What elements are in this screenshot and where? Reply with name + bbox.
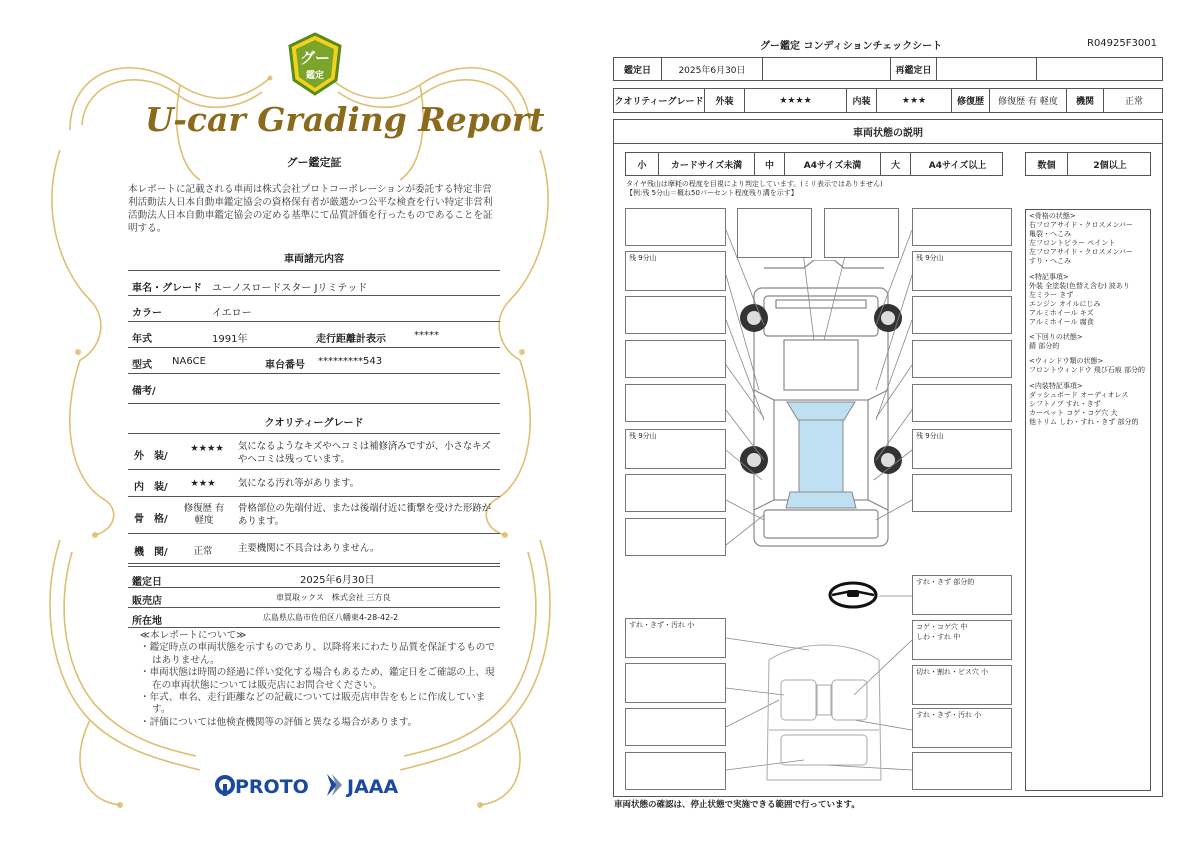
car-interior-diagram [759,640,889,790]
jaaa-logo [327,774,398,798]
svg-text:PROTO: PROTO [235,776,309,798]
goo-badge-logo [286,32,344,96]
row-name [128,270,500,296]
date-blank [763,58,891,80]
redate-blank [1037,58,1164,80]
date-label: 鑑定日 [132,577,162,588]
date-value: 2025年6月30日 [300,575,375,586]
shop-label: 販売店 [132,596,162,607]
date-label: 鑑定日 [614,58,662,80]
state-title: 車両状態の説明 [614,120,1162,144]
legend-small: 小 [626,153,659,175]
int-label: 内装 [847,89,877,112]
interior-item: シフトノブ すれ・きず [1029,399,1101,408]
callout-box-l3 [625,296,726,334]
report-title: U-car Grading Report [145,100,545,139]
chassis-label: 車台番号 [265,360,305,371]
engine-desc: 主要機関に不具合はありません。 [238,543,380,554]
redate-value [937,58,1037,80]
special-item: アルミホイール キズ [1029,308,1094,317]
certificate-intro: 本レポートに記載される車両は株式会社プロトコーポレーションが委託する特定非営利活動法人日本自動車鑑定協会の資格保有者が厳選かつ公平な検査を行い特定非営利活動法人日本自動車鑑定協会の定める基準にて品質評価を行ったものであることを証明する。 [128,184,493,234]
callout-box-l5 [625,384,726,422]
interior-item: ダッシュボード オーディオレス [1029,390,1129,399]
quality-title: クオリティーグレード [264,418,364,429]
interior-desc: 気になる汚れ等があります。 [238,478,360,489]
int-value: ★★★ [877,89,952,112]
name-label: 車名・グレード [132,283,202,294]
row-color [128,296,500,322]
vehicle-state-panel [613,119,1163,797]
callout-box-tire-fr [912,251,1012,291]
special-item: 外装 全塗装(色替え含む) 波あり [1029,281,1130,290]
callout-box-seat-left [625,618,726,658]
engine-grade: 正常 [193,546,213,557]
callout-box-t1 [737,208,812,258]
model-value: NA6CE [172,356,206,367]
remarks-label: 備考/ [132,386,156,397]
row-shop [128,588,500,608]
interior-title: <内装特記事項> [1029,381,1083,390]
footer-logos [215,770,415,800]
frame-grade: 修復歴 有 軽度 [183,503,225,526]
svg-text:鑑定: 鑑定 [305,71,325,81]
frame-title: <骨格の状態> [1029,212,1076,220]
legend-small-desc: カードサイズ未満 [659,153,755,175]
condition-notes [1025,209,1151,791]
callout-box-tire-rl [625,429,726,469]
callout-box-l12 [625,752,726,790]
tire-rl-label: 残 9分山 [629,432,657,440]
frame-item: すり・へこみ [1029,257,1071,266]
quality-row-engine [128,534,500,564]
legend-count-desc: 2個以上 [1093,160,1127,171]
callout-box-tire-fl [625,251,726,291]
repair-value: 修復歴 有 軽度 [990,89,1067,112]
frame-label: 骨 格/ [134,514,168,525]
svg-text:グー: グー [299,49,331,67]
year-value: 1991年 [212,334,248,345]
chassis-value: *********543 [318,356,383,367]
under-item: 錆 部分的 [1029,342,1060,351]
redate-label: 再鑑定日 [891,58,937,80]
callout-box-l4 [625,340,726,378]
row-model [128,348,500,374]
exterior-label: 外 装/ [134,451,168,462]
color-value: イエロー [212,308,252,319]
tire-rr-label: 残 9分山 [916,432,944,440]
frame-item: 右フロアサイド・クロスメンバー [1029,221,1134,230]
quality-row-exterior [128,433,500,470]
interior-label: 内 装/ [134,482,168,493]
year-label: 年式 [132,334,152,345]
report-notes [140,630,496,729]
note-item: ・車両状態は時間の経過に伴い変化する場合もあるため、鑑定日をご確認の上、現在の車両状態については販売店にお問合せください。 [140,667,495,691]
model-label: 型式 [132,360,152,371]
window-item: フロントウィンドウ 飛び石痕 部分的 [1029,366,1146,375]
sheet-footer-note: 車両状態の確認は、停止状態で実施できる範囲で行っています。 [614,800,860,810]
engine-value: 正常 [1124,97,1143,107]
row-remarks [128,374,500,404]
callout-box-r7 [912,474,1012,512]
repair-label: 修復歴 [952,89,990,112]
mileage-label: 走行距離計表示 [316,334,386,345]
callout-box-mid-right [912,665,1012,705]
name-value: ユーノスロードスター Jリミテッド [212,283,368,294]
legend-count: 数個 [1026,153,1068,175]
sheet-code: R04925F3001 [1087,38,1157,49]
mileage-value: ***** [414,330,439,341]
window-title: <ウィンドウ類の状態> [1029,357,1104,366]
callout-box-r5 [912,384,1012,422]
ext-label: 外装 [705,89,745,112]
date-table [613,57,1163,81]
svg-text:JAAA: JAAA [347,776,399,798]
quality-row-frame [128,497,500,534]
exterior-grade: ★★★★ [190,443,224,454]
note-item: ・鑑定時点の車両状態を示すものであり、以降将来にわたり品質を保証するものではありません。 [140,642,495,666]
callout-box-r4 [912,340,1012,378]
interior-item: 他トリム しわ・すれ・きず 部分的 [1029,417,1139,426]
steering-wheel-icon [827,580,879,610]
addr-label: 所在地 [132,616,162,627]
note-item: ・評価については他検査機関等の評価と異なる場合があります。 [140,716,418,728]
callout-box-l11 [625,708,726,746]
callout-box-low-right [912,708,1012,748]
tire-fr-label: 残 9分山 [916,254,944,262]
seat-left-label: すれ・きず・汚れ 小 [629,621,695,629]
frame-item: 亀裂・へこみ [1029,230,1071,239]
tire-fl-label: 残 9分山 [629,254,657,262]
interior-grade: ★★★ [190,478,216,489]
quality-row-interior [128,470,500,497]
callout-box-r12 [912,752,1012,790]
engine-label: 機関 [1067,89,1104,112]
count-legend [1025,152,1151,176]
frame-desc: 骨格部位の先端付近、または後端付近に衝撃を受けた形跡があります。 [238,503,492,527]
mid-right-label: 切れ・割れ・ビス穴 小 [916,668,989,676]
note-item: ・年式、車名、走行距離などの記載については販売店申告をもとに作成しています。 [140,692,486,716]
callout-box-l10 [625,663,726,703]
interior-item: カーペット コゲ・コゲ穴 大 [1029,408,1118,417]
shop-value: 車買取ックス 株式会社 三方良 [276,593,391,602]
condition-check-sheet [600,0,1200,848]
callout-box-l8 [625,518,726,556]
callout-box-steering [912,575,1012,615]
low-right-label: すれ・きず・汚れ 小 [916,711,982,719]
ext-value: ★★★★ [745,89,847,112]
sheet-title: グー鑑定 コンディションチェックシート [760,41,943,52]
date-value: 2025年6月30日 [662,58,763,80]
tire-note-1: タイヤ残山は摩耗の程度を目視により判定しています。(ミリ表示ではありません) [626,180,883,188]
callout-box-r1 [912,208,1012,246]
special-item: 左ミラー きず [1029,290,1074,299]
frame-item: 左フロアサイド・クロスメンバー [1029,248,1134,257]
row-date [128,566,500,588]
seat-right-label-2: しわ・すれ 中 [916,633,961,641]
frame-item: 左フロントピラー ペイント [1029,239,1116,248]
quality-label: クオリティーグレード [614,89,705,112]
legend-mid-desc: A4サイズ未満 [785,153,881,175]
steering-label: すれ・きず 部分的 [916,578,975,586]
exterior-desc: 気になるようなキズやヘコミは補修済みですが、小さなキズやヘコミは残っています。 [238,441,491,465]
special-title: <特記事項> [1029,272,1069,281]
engine-label: 機 関/ [134,547,168,558]
seat-right-label-1: コゲ・コゲ穴 中 [916,623,968,631]
callout-box-r3 [912,296,1012,334]
callout-box-seat-right [912,620,1012,660]
special-item: エンジン オイルにじみ [1029,299,1101,308]
callout-box-l7 [625,474,726,512]
notes-title: ≪本レポートについて≫ [140,630,247,641]
row-address [128,608,500,628]
certificate-title: グー鑑定証 [286,156,342,169]
under-title: <下回りの状態> [1029,333,1083,342]
callout-box-tire-rr [912,429,1012,469]
legend-large-desc: A4サイズ以上 [928,160,987,171]
specs-title: 車両諸元内容 [284,254,344,265]
legend-mid: 中 [755,153,785,175]
legend-large: 大 [881,153,911,175]
addr-value: 広島県広島市佐伯区八幡東4-28-42-2 [263,613,399,622]
special-item: アルミホイール 腐食 [1029,318,1094,327]
color-label: カラー [132,308,162,319]
grade-table [613,88,1163,113]
callout-box-l1 [625,208,726,246]
callout-box-t2 [824,208,899,258]
proto-logo [217,776,309,798]
tire-note-2: 【例:残 5分山＝概ね50パーセント程度残り溝を示す】 [626,189,798,197]
row-year [128,322,500,348]
